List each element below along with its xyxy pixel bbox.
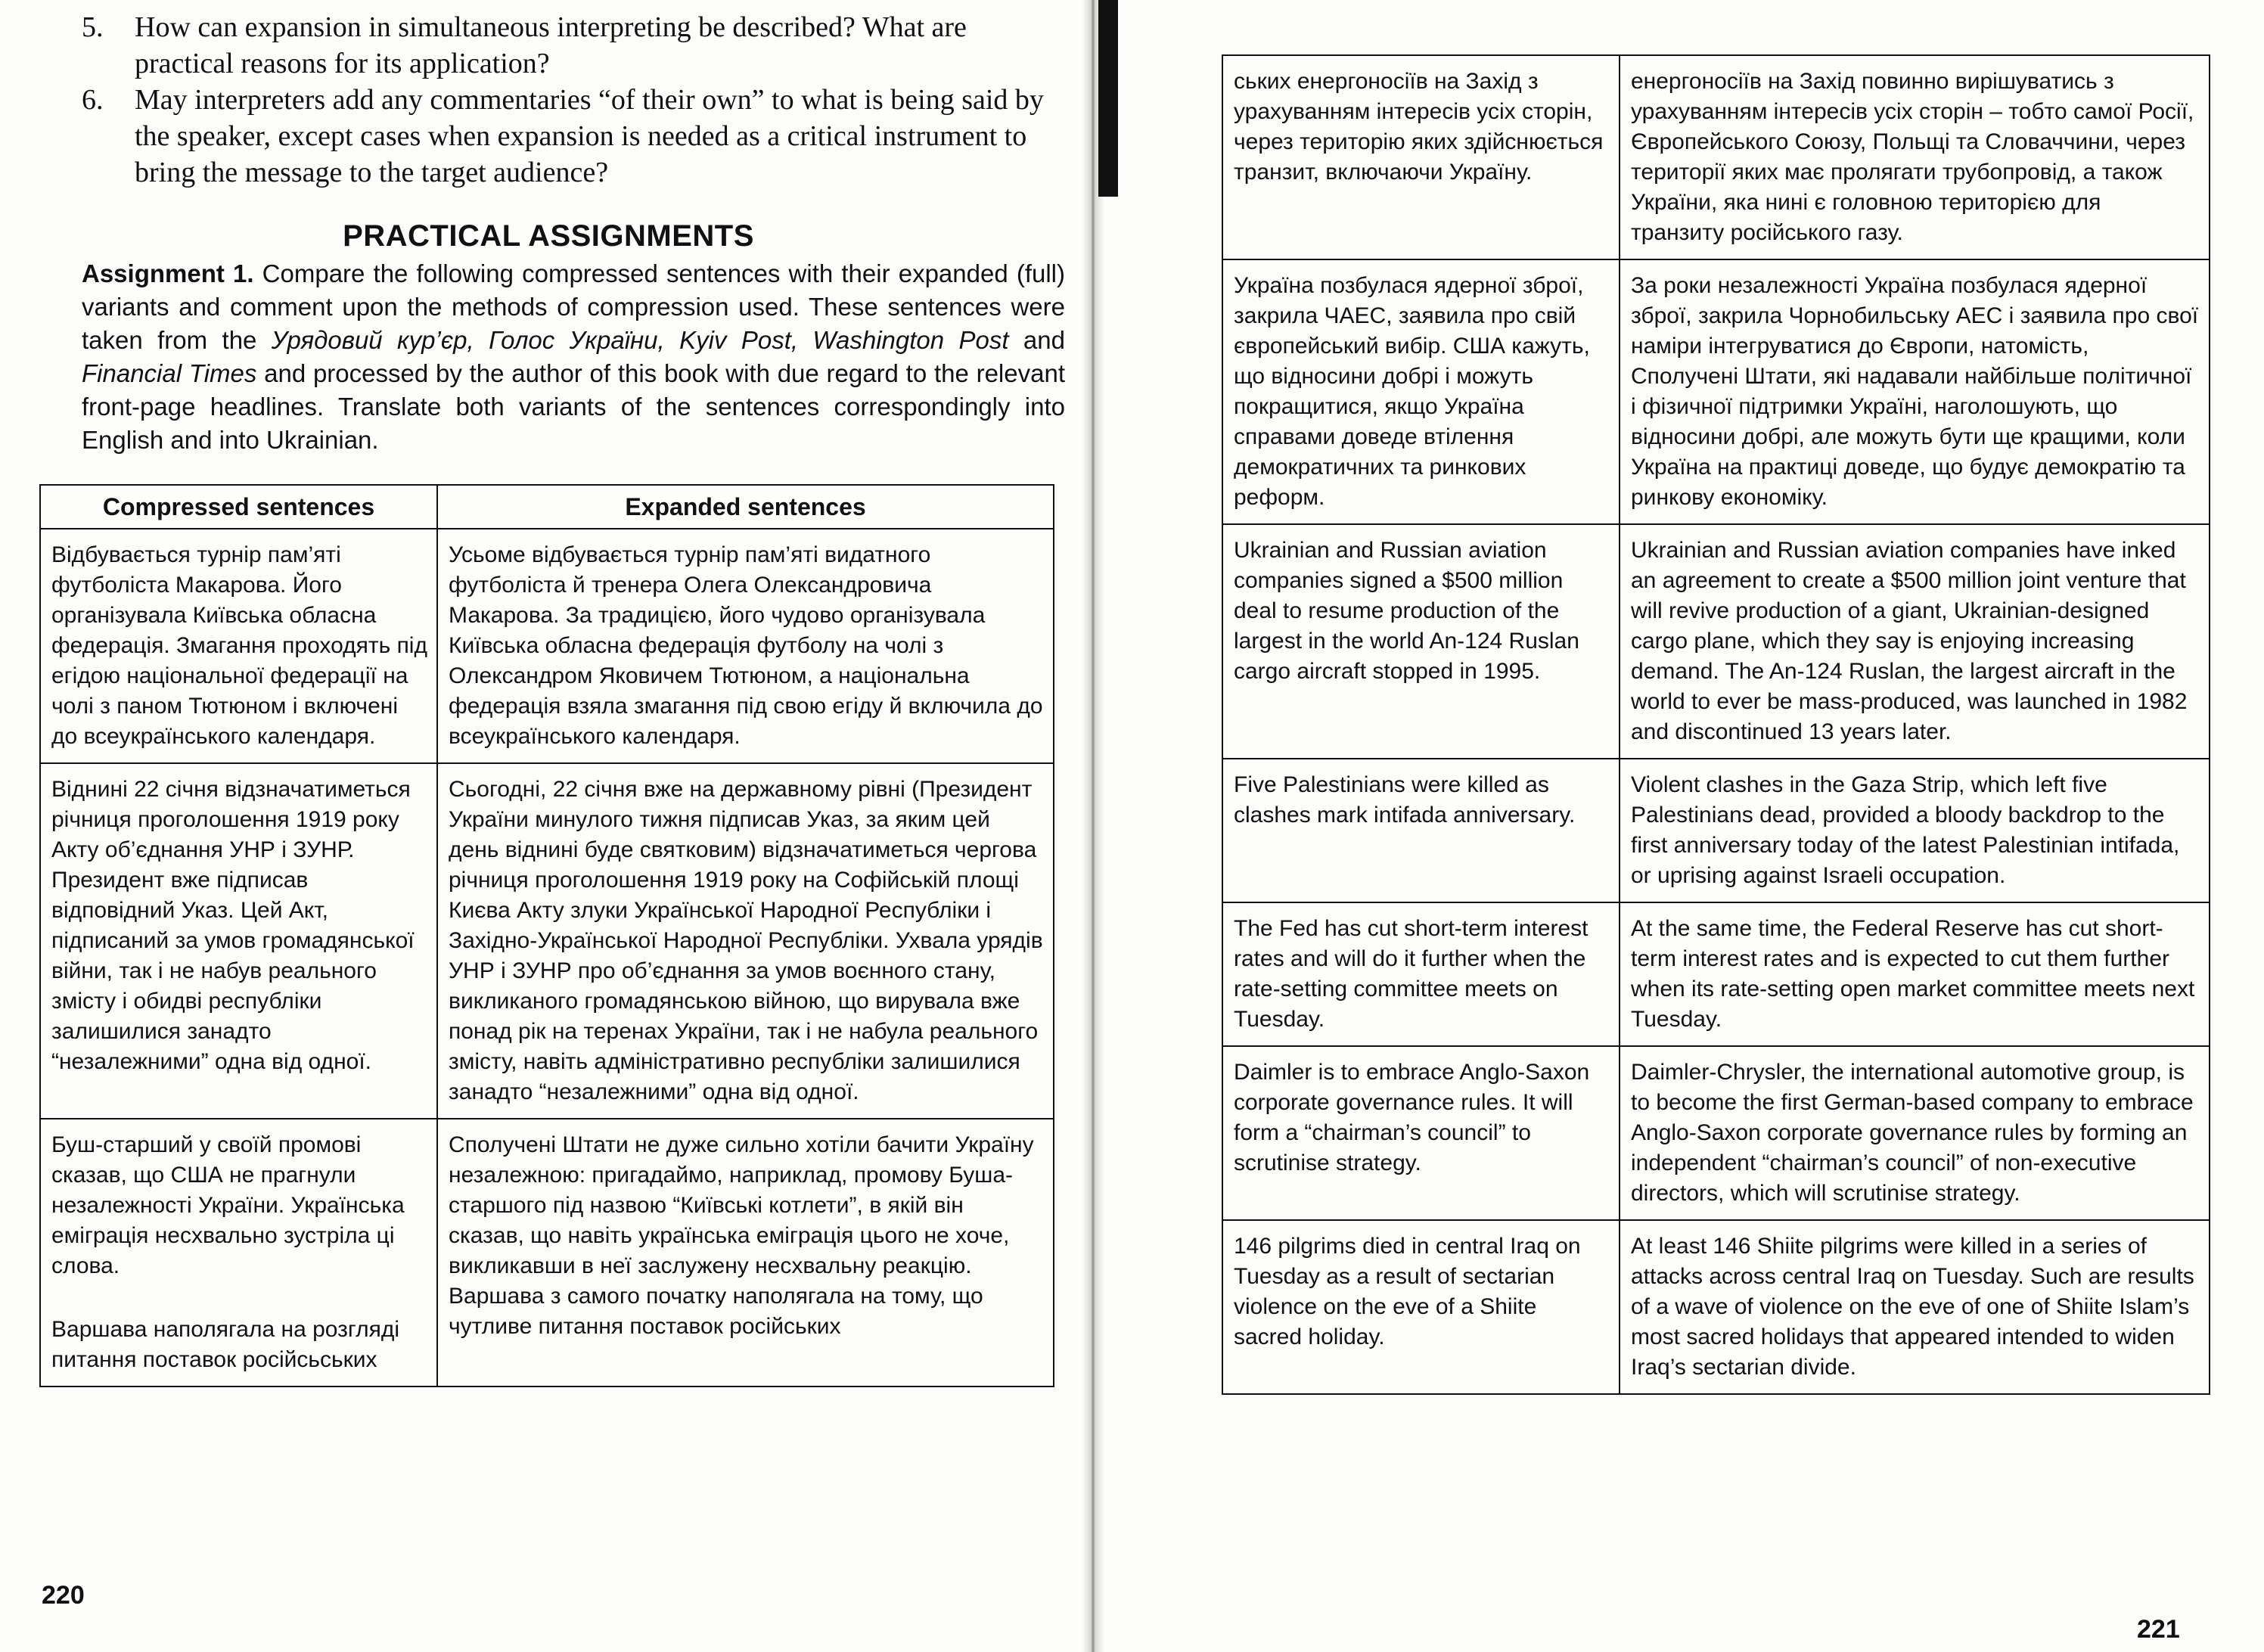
question-text: How can expansion in simultaneous interpreting be described? What are practical reasons for its application? <box>135 11 967 79</box>
compressed-cell: Five Palestinians were killed as clashes mark intifada anniversary. <box>1222 759 1620 902</box>
compressed-cell <box>40 1119 437 1386</box>
assignment-source-2: Financial Times <box>82 359 257 387</box>
expanded-cell: Violent clashes in the Gaza Strip, which left five Palestinians dead, provided a bloody backdrop to the first anniversary today of the latest Palestinian intifada, or uprising against Israeli occupation. <box>1620 759 2210 902</box>
expanded-cell: За роки незалежності Україна позбулася ядерної зброї, закрила Чорнобильську АЕС і заявила про свої наміри інтегруватися до Європи, натомість, Сполучені Штати, які надавали найбільше політичної і фізичної підтримки Україні, наголошують, що відносини добрі, але можуть бути ще кращими, коли Україна на практиці доведе, що будує демократію та ринкову економіку. <box>1620 259 2210 524</box>
assignment-text-2: and <box>1008 326 1065 354</box>
compressed-cell: Daimler is to embrace Anglo-Saxon corporate governance rules. It will form a “chairman’s council” to scrutinise strategy. <box>1222 1046 1620 1220</box>
page-number: 221 <box>2137 1615 2180 1644</box>
compressed-cell: The Fed has cut short-term interest rates and will do it further when the rate-setting committee meets on Tuesday. <box>1222 902 1620 1046</box>
expanded-cell: Усьоме відбувається турнір пам’яті видатного футболіста й тренера Олега Олександровича Макарова. За традицією, його чудово організувала Київська обласна федерація футболу на чолі з Олександром Яковичем Тютюном, а національна федерація взяла змагання під свою егіду й включила до всеукраїнського календаря. <box>437 529 1054 763</box>
compressed-cell: 146 pilgrims died in central Iraq on Tuesday as a result of sectarian violence on the eve of a Shiite sacred holiday. <box>1222 1220 1620 1394</box>
expanded-cell: Сьогодні, 22 січня вже на державному рівні (Президент України минулого тижня підписав Указ, за яким цей день віднині буде святковим) відзначатиметься чергова річниця проголошення 1919 року на Софійській площі Києва Акту злуки Української Народної Республіки і Західно-Української Народної Республіки. Ухвала урядів УНР і ЗУНР про об’єднання за умов воєнного стану, викликаного громадянською війною, що вирувала вже понад рік на теренах України, так і не набула реального змісту, навіть адміністративно республіки залишилися занадто “незалежними” одна від одної. <box>437 763 1054 1119</box>
expanded-paragraph: Варшава з самого початку наполягала на тому, що чутливе питання поставок російських <box>449 1284 983 1339</box>
assignment-label: Assignment 1. <box>82 259 254 287</box>
question-item <box>82 82 1065 191</box>
compressed-cell: Віднині 22 січня відзначатиметься річниця проголошення 1919 року Акту об’єднання УНР і ЗУНР. Президент вже підписав відповідний Указ. Цей Акт, підписаний за умов громадянської війни, так і не набув реального змісту і обидві республіки залишилися занадто “незалежними” одна від одної. <box>40 763 437 1119</box>
table-row <box>1222 1220 2210 1394</box>
expanded-cell: Daimler-Chrysler, the international automotive group, is to become the first German-based company to embrace Anglo-Saxon corporate governance rules by forming an independent “chairman’s council” of non-executive directors, which will scrutinise strategy. <box>1620 1046 2210 1220</box>
assignment-text <box>82 257 1065 457</box>
table-row <box>40 763 1054 1119</box>
table-row <box>1222 759 2210 902</box>
review-questions <box>82 9 1065 191</box>
compressed-cell: ських енергоносіїв на Захід з урахуванням інтересів усіх сторін, через територію яких здійснюється транзит, включаючи Україну. <box>1222 55 1620 259</box>
table-row <box>1222 55 2210 259</box>
question-number: 6. <box>82 84 104 116</box>
expanded-cell: At the same time, the Federal Reserve has cut short-term interest rates and is expected to cut them further when its rate-setting open market committee meets next Tuesday. <box>1620 902 2210 1046</box>
left-page <box>0 0 1097 1652</box>
expanded-cell <box>437 1119 1054 1386</box>
expanded-cell: At least 146 Shiite pilgrims were killed in a series of attacks across central Iraq on Tuesday. Such are results of a wave of violence on the eve of one of Shiite Islam’s most sacred holidays that appeared intended to widen Iraq’s sectarian divide. <box>1620 1220 2210 1394</box>
compressed-cell: Ukrainian and Russian aviation companies signed a $500 million deal to resume production of the largest in the world An-124 Ruslan cargo aircraft stopped in 1995. <box>1222 524 1620 759</box>
assignment-source-1: Урядовий кур’єр, Голос України, Kyiv Post, Washington Post <box>271 326 1009 354</box>
column-header-expanded: Expanded sentences <box>437 485 1054 529</box>
table-row <box>1222 1046 2210 1220</box>
table-row <box>40 1119 1054 1386</box>
expanded-cell: Ukrainian and Russian aviation companies have inked an agreement to create a $500 million joint venture that will revive production of a giant, Ukrainian-designed cargo plane, which they say is enjoying increasing demand. The An-124 Ruslan, the largest aircraft in the world to ever be mass-produced, was launched in 1982 and discontinued 13 years later. <box>1620 524 2210 759</box>
compressed-paragraph: Буш-старший у своїй промові сказав, що США не прагнули незалежності України. Українська еміграція несхвально зустріла ці слова. <box>51 1132 405 1278</box>
assignment-text-1: Compare the following compressed sentences with their expanded (full) variants and comment upon the methods of compression used. These sentences were taken from the <box>82 259 1065 354</box>
question-item <box>82 9 1065 82</box>
assignment-text-3: and processed by the author of this book with due regard to the relevant front-page headlines. Translate both variants of the sentences correspondingly into English and into Ukrainian. <box>82 359 1065 454</box>
question-number: 5. <box>82 11 104 43</box>
compressed-paragraph: Варшава наполягала на розгляді питання поставок російсьських <box>51 1317 400 1372</box>
expanded-paragraph: Сполучені Штати не дуже сильно хотіли бачити Україну незалежною: пригадаймо, наприклад, промову Буша-старшого під назвою “Київські котлети”, в якій він сказав, що навіть українська еміграція цього не хоче, викликавши в неї заслужену несхвальну реакцію. <box>449 1132 1034 1278</box>
question-text: May interpreters add any commentaries “of their own” to what is being said by the speaker, except cases when expansion is needed as a critical instrument to bring the message to the target audience? <box>135 84 1044 188</box>
compressed-cell: Відбувається турнір пам’яті футболіста Макарова. Його організувала Київська обласна федерація. Змагання проходять під егідою національної федерації на чолі з паном Тютюном і включені до всеукраїнського календаря. <box>40 529 437 763</box>
page-number: 220 <box>42 1581 85 1610</box>
table-row <box>1222 902 2210 1046</box>
table-row <box>1222 524 2210 759</box>
table-row <box>40 529 1054 763</box>
sentences-table-continued <box>1222 54 2210 1395</box>
table-row <box>1222 259 2210 524</box>
table-header-row <box>40 485 1054 529</box>
compressed-cell: Україна позбулася ядерної зброї, закрила ЧАЕС, заявила про свій європейський вибір. США кажуть, що відносини добрі і можуть покращитися, якщо Україна справами доведе втілення демократичних та ринкових реформ. <box>1222 259 1620 524</box>
sentences-table <box>39 484 1054 1387</box>
expanded-cell: енергоносіїв на Захід повинно вирішуватись з урахуванням інтересів усіх сторін – тобто самої Росії, Європейського Союзу, Польщі та Словаччини, через території яких має пролягати трубопровід, а також України, яка нині є головною територією для транзиту російського газу. <box>1620 55 2210 259</box>
section-heading: PRACTICAL ASSIGNMENTS <box>343 219 754 253</box>
column-header-compressed: Compressed sentences <box>40 485 437 529</box>
